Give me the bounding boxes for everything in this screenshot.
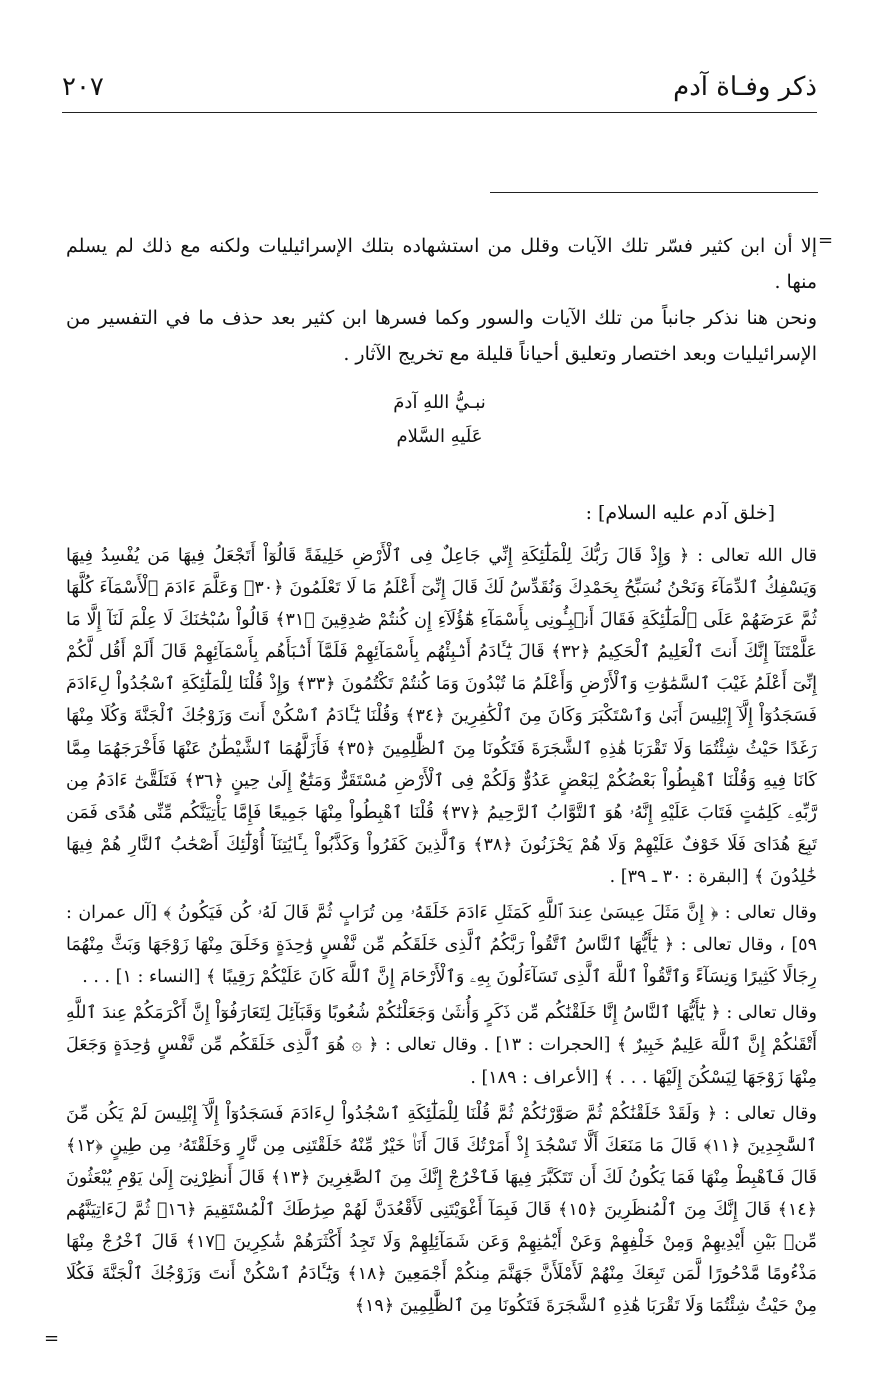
passage [66, 1098, 817, 1323]
continuation-mark: = [818, 230, 834, 251]
footnote-separator [490, 192, 818, 193]
intro-paragraph-2: ونحن هنا نذكر جانباً من تلك الآيات والسور وكما فسرها ابن كثير بعد حذف ما في التفسير من الإسرائيليات وبعد اختصار وتعليق أحياناً قليلة مع تخريج الآثار . [66, 307, 817, 365]
intro-paragraph-1: إلا أن ابن كثير فسّر تلك الآيات وقلل من استشهاده بتلك الإسرائيليات ولكنه مع ذلك لم يسلم منها . [66, 235, 817, 293]
page-end-continuation-mark: = [44, 1328, 60, 1349]
quran-passages [66, 540, 817, 1326]
quran-verse-text: ﴿ وَلَقَدْ خَلَقْنَٰكُمْ ثُمَّ صَوَّرْنَٰكُمْ ثُمَّ قُلْنَا لِلْمَلَٰٓئِكَةِ ٱسْجُدُواْ لِءَادَمَ فَسَجَدُوٓاْ إِلَّآ إِبْلِيسَ لَمْ يَكُن مِّنَ ٱلسَّٰجِدِينَ ﴿١١﴾ قَالَ مَا مَنَعَكَ أَلَّا تَسْجُدَ إِذْ أَمَرْتُكَ قَالَ أَنَا۠ خَيْرٌ مِّنْهُ خَلَقْتَنِى مِن نَّارٍ وَخَلَقْتَهُۥ مِن طِينٍ ﴿١٢﴾ قَالَ فَٱهْبِطْ مِنْهَا فَمَا يَكُونُ لَكَ أَن تَتَكَبَّرَ فِيهَا فَٱخْرُجْ إِنَّكَ مِنَ ٱلصَّٰغِرِينَ ﴿١٣﴾ قَالَ أَنظِرْنِىٓ إِلَىٰ يَوْمِ يُبْعَثُونَ ﴿١٤﴾ قَالَ إِنَّكَ مِنَ ٱلْمُنظَرِينَ ﴿١٥﴾ قَالَ فَبِمَآ أَغْوَيْتَنِى لَأَقْعُدَنَّ لَهُمْ صِرَٰطَكَ ٱلْمُسْتَقِيمَ ﴿١٦﴾ ثُمَّ لَءَاتِيَنَّهُم مِّنۢ بَيْنِ أَيْدِيهِمْ وَمِنْ خَلْفِهِمْ وَعَنْ أَيْمَٰنِهِمْ وَعَن شَمَآئِلِهِمْ وَلَا تَجِدُ أَكْثَرَهُمْ شَٰكِرِينَ ﴿١٧﴾ قَالَ ٱخْرُجْ مِنْهَا مَذْءُومًا مَّدْحُورًا لَّمَن تَبِعَكَ مِنْهُمْ لَأَمْلَأَنَّ جَهَنَّمَ مِنكُمْ أَجْمَعِينَ ﴿١٨﴾ وَيَٰٓـَٔادَمُ ٱسْكُنْ أَنتَ وَزَوْجُكَ ٱلْجَنَّةَ فَكُلَا مِنْ حَيْثُ شِئْتُمَا وَلَا تَقْرَبَا هَٰذِهِ ٱلشَّجَرَةَ فَتَكُونَا مِنَ ٱلظَّٰلِمِينَ ﴿١٩﴾ [66, 1103, 818, 1317]
quran-verse-text: ﴿ وَإِذْ قَالَ رَبُّكَ لِلْمَلَٰٓئِكَةِ إِنِّي جَاعِلٌ فِى ٱلْأَرْضِ خَلِيفَةً قَالُوٓاْ أَتَجْعَلُ فِيهَا مَن يُفْسِدُ فِيهَا وَيَسْفِكُ ٱلدِّمَآءَ وَنَحْنُ نُسَبِّحُ بِحَمْدِكَ وَنُقَدِّسُ لَكَ قَالَ إِنِّىٓ أَعْلَمُ مَا لَا تَعْلَمُونَ ﴿٣٠﴾ وَعَلَّمَ ءَادَمَ ٱلْأَسْمَآءَ كُلَّهَا ثُمَّ عَرَضَهُمْ عَلَى ٱلْمَلَٰٓئِكَةِ فَقَالَ أَنۢبِـُٔونِى بِأَسْمَآءِ هَٰٓؤُلَآءِ إِن كُنتُمْ صَٰدِقِينَ ﴿٣١﴾ قَالُواْ سُبْحَٰنَكَ لَا عِلْمَ لَنَآ إِلَّا مَا عَلَّمْتَنَآ إِنَّكَ أَنتَ ٱلْعَلِيمُ ٱلْحَكِيمُ ﴿٣٢﴾ قَالَ يَٰٓـَٔادَمُ أَنۢبِئْهُم بِأَسْمَآئِهِمْ فَلَمَّآ أَنۢبَأَهُم بِأَسْمَآئِهِمْ قَالَ أَلَمْ أَقُل لَّكُمْ إِنِّىٓ أَعْلَمُ غَيْبَ ٱلسَّمَٰوَٰتِ وَٱلْأَرْضِ وَأَعْلَمُ مَا تُبْدُونَ وَمَا كُنتُمْ تَكْتُمُونَ ﴿٣٣﴾ وَإِذْ قُلْنَا لِلْمَلَٰٓئِكَةِ ٱسْجُدُواْ لِءَادَمَ فَسَجَدُوٓاْ إِلَّآ إِبْلِيسَ أَبَىٰ وَٱسْتَكْبَرَ وَكَانَ مِنَ ٱلْكَٰفِرِينَ ﴿٣٤﴾ وَقُلْنَا يَٰٓـَٔادَمُ ٱسْكُنْ أَنتَ وَزَوْجُكَ ٱلْجَنَّةَ وَكُلَا مِنْهَا رَغَدًا حَيْثُ شِئْتُمَا وَلَا تَقْرَبَا هَٰذِهِ ٱلشَّجَرَةَ فَتَكُونَا مِنَ ٱلظَّٰلِمِينَ ﴿٣٥﴾ فَأَزَلَّهُمَا ٱلشَّيْطَٰنُ عَنْهَا فَأَخْرَجَهُمَا مِمَّا كَانَا فِيهِ وَقُلْنَا ٱهْبِطُواْ بَعْضُكُمْ لِبَعْضٍ عَدُوٌّ وَلَكُمْ فِى ٱلْأَرْضِ مُسْتَقَرٌّ وَمَتَٰعٌ إِلَىٰ حِينٍ ﴿٣٦﴾ فَتَلَقَّىٰٓ ءَادَمُ مِن رَّبِّهِۦ كَلِمَٰتٍ فَتَابَ عَلَيْهِ إِنَّهُۥ هُوَ ٱلتَّوَّابُ ٱلرَّحِيمُ ﴿٣٧﴾ قُلْنَا ٱهْبِطُواْ مِنْهَا جَمِيعًا فَإِمَّا يَأْتِيَنَّكُم مِّنِّى هُدًى فَمَن تَبِعَ هُدَاىَ فَلَا خَوْفٌ عَلَيْهِمْ وَلَا هُمْ يَحْزَنُونَ ﴿٣٨﴾ وَٱلَّذِينَ كَفَرُواْ وَكَذَّبُواْ بِـَٔايَٰتِنَآ أُوْلَٰٓئِكَ أَصْحَٰبُ ٱلنَّارِ هُمْ فِيهَا خَٰلِدُونَ ﴾ [66, 546, 818, 887]
passage-lead: وقال تعالى : [723, 1103, 817, 1124]
header-rule [62, 112, 817, 113]
passage [66, 897, 817, 993]
passage [66, 997, 817, 1093]
quran-verse-text: ﴿ يَٰٓأَيُّهَا ٱلنَّاسُ ٱتَّقُواْ رَبَّكُمُ ٱلَّذِى خَلَقَكُم مِّن نَّفْسٍ وَٰحِدَةٍ وَخَلَقَ مِنْهَا زَوْجَهَا وَبَثَّ مِنْهُمَا رِجَالًا كَثِيرًا وَنِسَآءً وَٱتَّقُواْ ٱللَّهَ ٱلَّذِى تَسَآءَلُونَ بِهِۦ وَٱلْأَرْحَامَ إِنَّ ٱللَّهَ كَانَ عَلَيْكُمْ رَقِيبًا ﴾ [66, 935, 817, 988]
verse-reference: [الأعراف : ١٨٩] . [470, 1067, 599, 1088]
page-number: ٢٠٧ [62, 72, 104, 102]
quran-verse-text: ﴿ إِنَّ مَثَلَ عِيسَىٰ عِندَ ٱللَّهِ كَمَثَلِ ءَادَمَ خَلَقَهُۥ مِن تُرَابٍ ثُمَّ قَالَ لَهُۥ كُن فَيَكُونُ ﴾ [163, 903, 719, 924]
intro-block [66, 228, 817, 372]
verse-reference: [آل عمران : ٥٩] ، [66, 903, 817, 956]
passage-lead: قال الله تعالى : [697, 546, 817, 566]
section-label: [خلق آدم عليه السلام] : [585, 502, 775, 524]
passage-lead: وقال تعالى : [724, 903, 817, 924]
passage [66, 540, 817, 893]
chapter-heading [0, 386, 879, 454]
quran-verse-text: ﴿ ۞ هُوَ ٱلَّذِى خَلَقَكُم مِّن نَّفْسٍ وَٰحِدَةٍ وَجَعَلَ مِنْهَا زَوْجَهَا لِيَسْكُنَ إِلَيْهَا . . . ﴾ [66, 1035, 817, 1088]
quran-verse-text: ﴿ يَٰٓأَيُّهَا ٱلنَّاسُ إِنَّا خَلَقْنَٰكُم مِّن ذَكَرٍ وَأُنثَىٰ وَجَعَلْنَٰكُمْ شُعُوبًا وَقَبَآئِلَ لِتَعَارَفُوٓاْ إِنَّ أَكْرَمَكُمْ عِندَ ٱللَّهِ أَتْقَىٰكُمْ إِنَّ ٱللَّهَ عَلِيمٌ خَبِيرٌ ﴾ [66, 1003, 817, 1056]
running-header-title: ذكر وفـاة آدم [673, 72, 817, 102]
passage-lead: وقال تعالى : [384, 1035, 478, 1056]
chapter-heading-line-1: نبـيُّ اللهِ آدمَ [393, 392, 486, 413]
verse-reference: [النساء : ١] . . . [82, 967, 201, 988]
verse-reference: [البقرة : ٣٠ ـ ٣٩] . [609, 866, 749, 887]
passage-lead: وقال تعالى : [680, 935, 773, 956]
passage-lead: وقال تعالى : [726, 1003, 817, 1024]
chapter-heading-line-2: عَلَيهِ السَّلام [396, 426, 483, 447]
verse-reference: [الحجرات : ١٣] . [483, 1035, 611, 1056]
